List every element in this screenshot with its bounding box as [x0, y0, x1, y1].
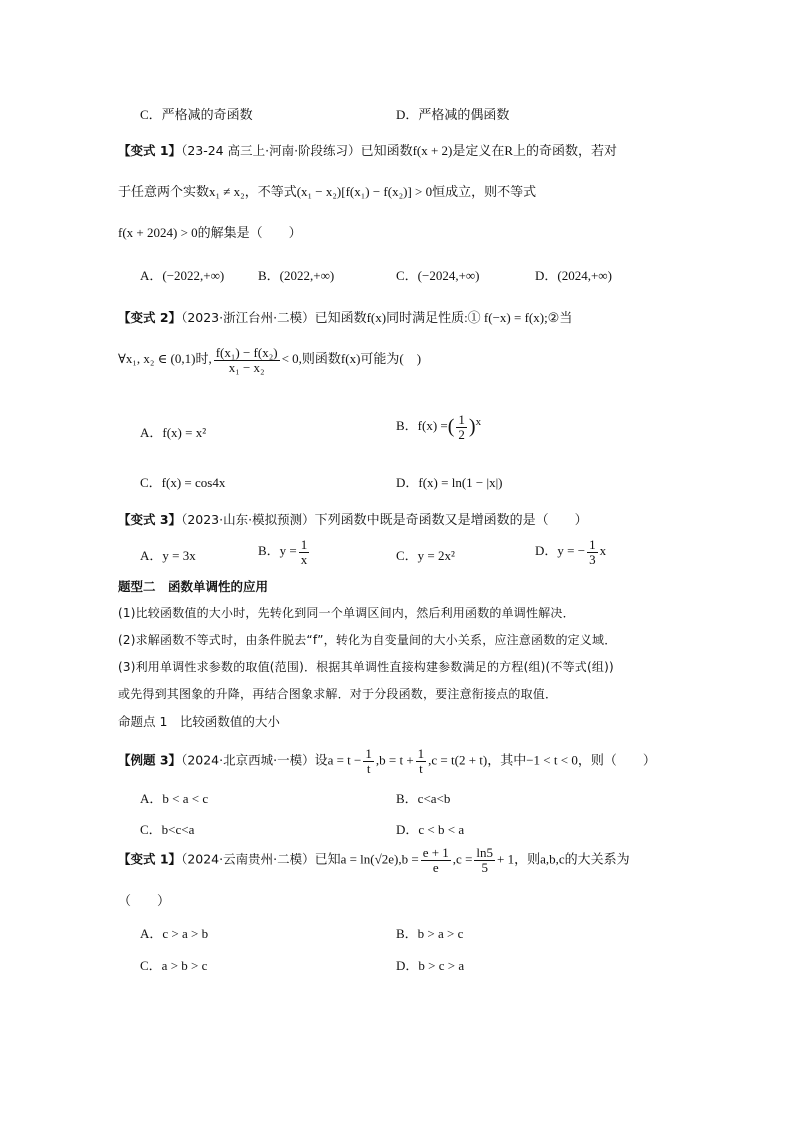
fraction-denominator: 2: [458, 426, 465, 442]
choice-b: B．b > a > c: [396, 926, 464, 941]
fraction: [474, 846, 495, 874]
condition-prefix: ∀x₁, x₂ ∈ (0,1)时,: [118, 351, 212, 367]
fraction: [587, 538, 598, 566]
variant-label: 【变式 1】: [118, 851, 182, 867]
choice-c: C．b<c<a: [140, 822, 195, 837]
question-text-line-2: [118, 346, 421, 374]
choice-b: [258, 538, 311, 566]
question-text-suffix: + 1，则a,b,c的大关系为: [497, 851, 630, 867]
choice-c: C．y = 2x²: [396, 548, 455, 563]
choice-d: D．c < b < a: [396, 822, 465, 837]
question-text-suffix: ,c = t(2 + t)，其中−1 < t < 0，则（ ）: [428, 752, 656, 768]
choice-a: A．b < a < c: [140, 791, 209, 806]
fraction: [214, 346, 280, 374]
choice-c: C．a > b > c: [140, 958, 208, 973]
fraction-denominator: x: [300, 551, 308, 567]
variant-label: 【变式 1】: [118, 143, 182, 158]
subsection-title: 命题点 1 比较函数值的大小: [118, 714, 280, 729]
choice-d-suffix: x: [599, 543, 607, 559]
fraction-numerator: f(x₁) − f(x₂): [215, 345, 278, 360]
section-title: 题型二 函数单调性的应用: [118, 579, 269, 594]
choice-d: D．(2024,+∞): [535, 268, 612, 283]
choice-d: [535, 538, 606, 566]
example-label: 【例题 3】: [118, 752, 182, 768]
example-3-question: [118, 747, 656, 775]
question-text-line-2: 于任意两个实数x₁ ≠ x₂，不等式(x₁ − x₂)[f(x₁) − f(x₂)] > 0恒成立，则不等式: [118, 184, 537, 199]
variant-1b-question: [118, 846, 630, 874]
question-source: （2023·山东·模拟预测）: [181, 512, 315, 527]
fraction: [456, 413, 467, 441]
choice-d: D．f(x) = ln(1 − |x|): [396, 475, 503, 490]
fraction: [416, 747, 427, 775]
method-point-3: (3)利用单调性求参数的取值(范围)．根据其单调性直接构建参数满足的方程(组)(不等式(组)): [118, 660, 614, 674]
fraction: [299, 538, 310, 566]
choice-b: B．(2022,+∞): [258, 268, 335, 283]
fraction-numerator: 1: [300, 537, 308, 552]
fraction-numerator: 1: [417, 746, 425, 761]
choice-c: C．(−2024,+∞): [396, 268, 480, 283]
choice-b: B．c<a<b: [396, 791, 451, 806]
variant-3-question: [118, 509, 588, 528]
choice-b: B．f(x) =( $\frac{1}{2}$ )$^x$: [396, 412, 482, 442]
choice-a: A．f(x) = x²: [140, 425, 207, 440]
exponent: x: [475, 415, 482, 428]
method-point-2: (2)求解函数不等式时，由条件脱去“f”，转化为自变量间的大小关系，应注意函数的定义域．: [118, 633, 617, 647]
condition-suffix: < 0,则函数f(x)可能为( ): [281, 351, 422, 367]
fraction-denominator: x₁ − x₂: [228, 359, 265, 375]
question-source: （2024·云南贵州·二模）: [181, 851, 315, 867]
question-text-prefix: 已知a = ln(√2e),b =: [314, 851, 419, 867]
choice-a: A．y = 3x: [140, 548, 196, 563]
question-text-prefix: 设a = t −: [314, 752, 362, 768]
question-text: 下列函数中既是奇函数又是增函数的是（ ）: [314, 512, 588, 527]
question-source: （2024·北京西城·一模）: [181, 752, 315, 768]
option-d: D．严格减的偶函数: [396, 107, 510, 122]
fraction-numerator: 1: [365, 746, 372, 761]
variant-2-question: [118, 307, 572, 326]
question-text-middle: ,b = t +: [375, 752, 414, 768]
choice-a: A．c > a > b: [140, 926, 209, 941]
variant-1-question: [118, 140, 617, 159]
question-source: （23-24 高三上·河南·阶段练习）: [181, 143, 361, 158]
question-text: 已知函数f(x + 2)是定义在R上的奇函数，若对: [360, 143, 618, 158]
choice-d: D．b > c > a: [396, 958, 465, 973]
fraction-numerator: 1: [589, 537, 596, 552]
method-point-1: (1)比较函数值的大小时，先转化到同一个单调区间内，然后利用函数的单调性解决．: [118, 606, 575, 620]
choice-b-prefix: B．f(x) =: [396, 418, 448, 434]
choice-a: A．(−2022,+∞): [140, 268, 225, 283]
method-point-4: 或先得到其图象的升降，再结合图象求解．对于分段函数，要注意衔接点的取值．: [118, 687, 558, 701]
fraction-denominator: t: [419, 760, 423, 776]
fraction: [421, 846, 451, 874]
choice-b-prefix: B．y =: [258, 543, 297, 559]
fraction-numerator: e + 1: [422, 845, 449, 860]
question-text-line-2: （ ）: [118, 893, 171, 908]
question-text-line-3: f(x + 2024) > 0的解集是（ ）: [118, 225, 302, 240]
question-text: 已知函数f(x)同时满足性质:① f(−x) = f(x);②当: [314, 310, 573, 325]
variant-label: 【变式 2】: [118, 310, 182, 325]
fraction-denominator: e: [432, 859, 439, 875]
choice-c: C．f(x) = cos4x: [140, 475, 226, 490]
fraction-denominator: 5: [481, 859, 488, 875]
variant-label: 【变式 3】: [118, 512, 182, 527]
fraction-numerator: ln5: [476, 845, 494, 860]
fraction-denominator: 3: [589, 551, 596, 567]
fraction-numerator: 1: [458, 412, 465, 427]
option-c: C．严格减的奇函数: [140, 107, 253, 122]
question-source: （2023·浙江台州·二模）: [181, 310, 315, 325]
fraction: [363, 747, 374, 775]
fraction-denominator: t: [366, 760, 371, 776]
choice-d-prefix: D．y = −: [535, 543, 586, 559]
question-text-middle: ,c =: [452, 851, 473, 867]
